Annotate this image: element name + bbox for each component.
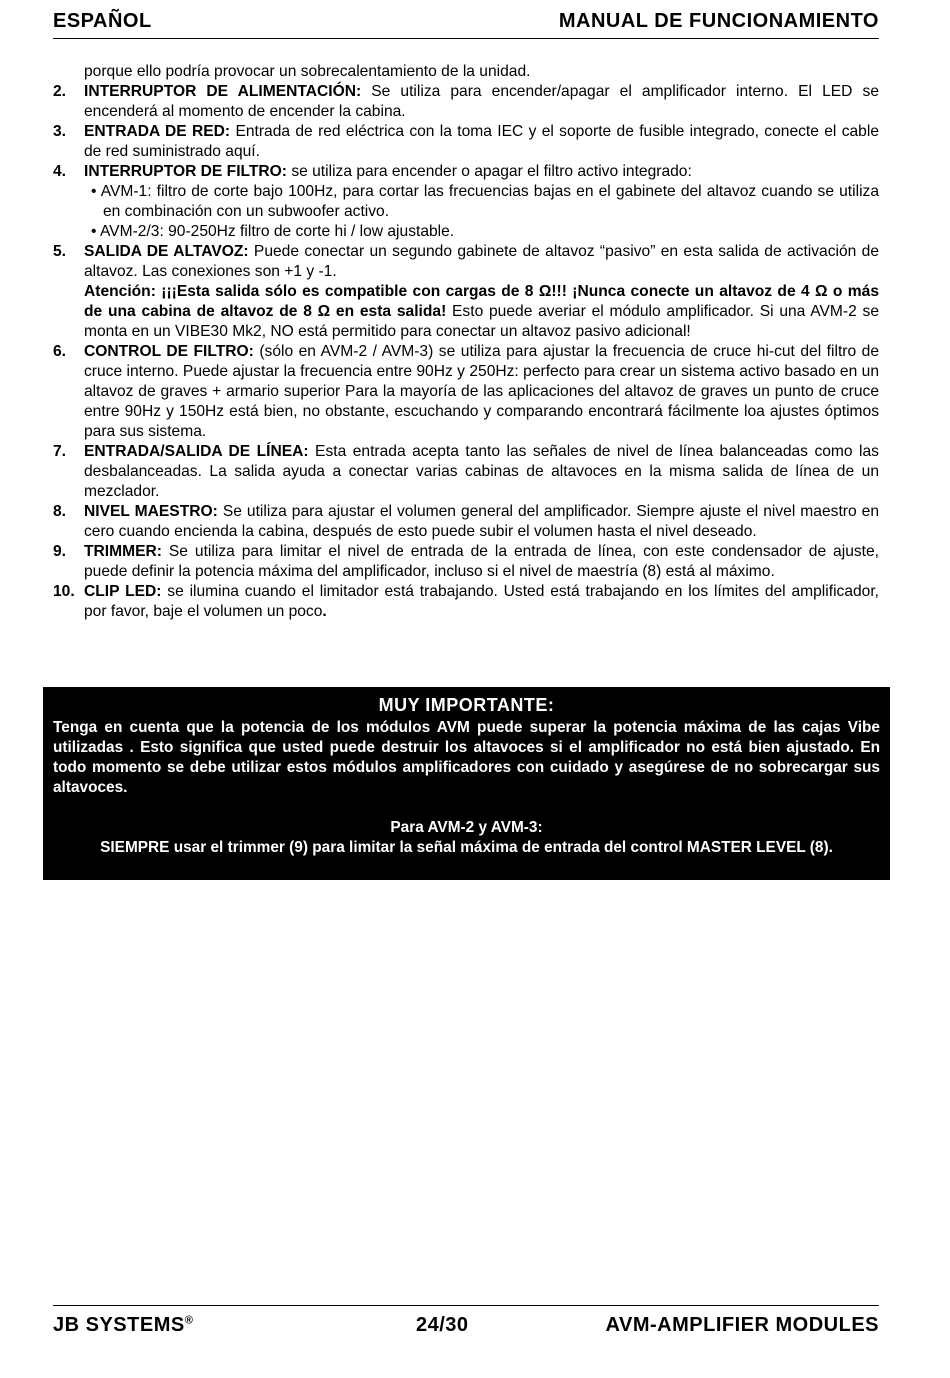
item-text bbox=[84, 122, 879, 162]
intro-text: porque ello podría provocar un sobrecalentamiento de la unidad. bbox=[84, 63, 531, 80]
list-item bbox=[53, 542, 879, 582]
item-description: Puede conectar un segundo gabinete de altavoz “pasivo” en esta salida de activación de altavoz. Las conexiones son +1 y -1. bbox=[84, 243, 880, 280]
item-number: 9. bbox=[53, 543, 67, 560]
bullet-icon: • bbox=[91, 223, 100, 240]
bullet-item: • AVM-2/3: 90-250Hz filtro de corte hi / low ajustable. bbox=[91, 223, 455, 240]
warning-detail: Esto puede averiar el módulo amplificador. Si una AVM-2 se monta en un VIBE30 Mk2, NO está permitido para conectar un altavoz pasivo adicional! bbox=[84, 303, 879, 340]
item-label: NIVEL MAESTRO: bbox=[84, 503, 218, 520]
item-text bbox=[84, 502, 879, 542]
item-number: 4. bbox=[53, 163, 67, 180]
item-description: Entrada de red eléctrica con la toma IEC y el soporte de fusible integrado, conecte el cable de red suministrado aquí. bbox=[84, 123, 879, 160]
list-item bbox=[53, 82, 879, 122]
item-text bbox=[84, 582, 879, 622]
item-description: se utiliza para encender o apagar el filtro activo integrado: bbox=[287, 163, 692, 180]
notice-title: MUY IMPORTANTE: bbox=[378, 695, 555, 715]
header-title: MANUAL DE FUNCIONAMIENTO bbox=[558, 10, 879, 32]
notice-subtitle: Para AVM-2 y AVM-3: bbox=[390, 819, 543, 836]
item-description: Se utiliza para encender/apagar el amplificador interno. El LED se encenderá al momento de encender la cabina. bbox=[84, 83, 879, 120]
page-header bbox=[53, 10, 879, 39]
footer-product: AVM-AMPLIFIER MODULES bbox=[605, 1314, 879, 1336]
notice-note: SIEMPRE usar el trimmer (9) para limitar la señal máxima de entrada del control MASTER LEVEL (8). bbox=[100, 839, 833, 856]
list-item bbox=[53, 502, 879, 542]
list-item bbox=[53, 162, 879, 242]
bullet-item: • AVM-1: filtro de corte bajo 100Hz, para cortar las frecuencias bajas en el gabinete del altavoz cuando se utiliza en combinación con un subwoofer activo. bbox=[91, 183, 879, 220]
registered-mark: ® bbox=[184, 1314, 194, 1327]
item-description: Esta entrada acepta tanto las señales de nivel de línea balanceadas como las desbalanceadas. La salida ayuda a conectar varias cabinas de altavoces en la misma salida de línea de un mezclador. bbox=[84, 443, 879, 500]
item-number: 10. bbox=[53, 583, 75, 600]
warning-label: Atención: bbox=[84, 283, 156, 300]
item-number: 2. bbox=[53, 83, 67, 100]
item-description: (sólo en AVM-2 / AVM-3) se utiliza para ajustar la frecuencia de cruce hi-cut del filtro de cruce interno. Puede ajustar la frecuencia entre 90Hz y 250Hz: perfecto para crear un sistema activo basado en un altavoz de graves + armario superior Para la mayoría de las aplicaciones del altavoz de graves un punto de cruce entre 90Hz y 150Hz está bien, no obstante, escuchando y comparando encontrará fácilmente loa ajustes óptimos para sus sistema. bbox=[84, 343, 879, 440]
item-number: 5. bbox=[53, 243, 67, 260]
warning-text bbox=[84, 282, 879, 342]
warning-emphasis: ¡¡¡Esta salida sólo es compatible con cargas de 8 Ω!!! ¡Nunca conecte un altavoz de 4 Ω o más de una cabina de altavoz de 8 Ω en esta salida! bbox=[84, 283, 879, 320]
item-label: INTERRUPTOR DE FILTRO: bbox=[84, 163, 287, 180]
item-text bbox=[84, 242, 879, 342]
item-text bbox=[84, 542, 879, 582]
item-label: ENTRADA/SALIDA DE LÍNEA: bbox=[84, 443, 309, 460]
bullet-icon: • bbox=[91, 183, 101, 200]
item-tail: . bbox=[322, 603, 327, 620]
list-item bbox=[53, 122, 879, 162]
item-label: CLIP LED: bbox=[84, 583, 162, 600]
footer-brand: JB SYSTEMS® bbox=[53, 1314, 194, 1336]
item-description: se ilumina cuando el limitador está trabajando. Usted está trabajando en los límites del amplificador, por favor, baje el volumen un poco bbox=[84, 583, 880, 620]
item-text bbox=[84, 442, 879, 502]
list-item bbox=[53, 242, 879, 342]
page-number: 24/30 bbox=[416, 1314, 469, 1336]
item-label: TRIMMER: bbox=[84, 543, 162, 560]
item-label: CONTROL DE FILTRO: bbox=[84, 343, 254, 360]
item-label: SALIDA DE ALTAVOZ: bbox=[84, 243, 249, 260]
item-number: 3. bbox=[53, 123, 67, 140]
page-footer bbox=[53, 1305, 879, 1346]
item-text bbox=[84, 162, 879, 242]
item-number: 8. bbox=[53, 503, 67, 520]
header-language: ESPAÑOL bbox=[53, 10, 152, 32]
item-text bbox=[84, 342, 879, 442]
list-item bbox=[53, 442, 879, 502]
item-description: Se utiliza para ajustar el volumen general del amplificador. Siempre ajuste el nivel maestro en cero cuando encienda la cabina, después de esto puede subir el volumen hasta el nivel deseado. bbox=[84, 503, 880, 540]
item-label: INTERRUPTOR DE ALIMENTACIÓN: bbox=[84, 83, 362, 100]
list-item bbox=[53, 582, 879, 622]
item-number: 6. bbox=[53, 343, 67, 360]
manual-body bbox=[53, 62, 879, 622]
notice-body: Tenga en cuenta que la potencia de los módulos AVM puede superar la potencia máxima de las cajas Vibe utilizadas . Esto significa que usted puede destruir los altavoces si el amplificador no está bien ajustado. En todo momento se debe utilizar estos módulos amplificadores con cuidado y asegúrese de no sobrecargar sus altavoces. bbox=[53, 719, 880, 796]
list-item bbox=[53, 342, 879, 442]
item-text bbox=[84, 82, 879, 122]
item-number: 7. bbox=[53, 443, 67, 460]
important-notice-box bbox=[43, 687, 890, 880]
item-description: Se utiliza para limitar el nivel de entrada de la entrada de línea, con este condensador de ajuste, puede definir la potencia máxima del amplificador, incluso si el nivel de maestría (8) está al máximo. bbox=[84, 543, 879, 580]
item-label: ENTRADA DE RED: bbox=[84, 123, 231, 140]
